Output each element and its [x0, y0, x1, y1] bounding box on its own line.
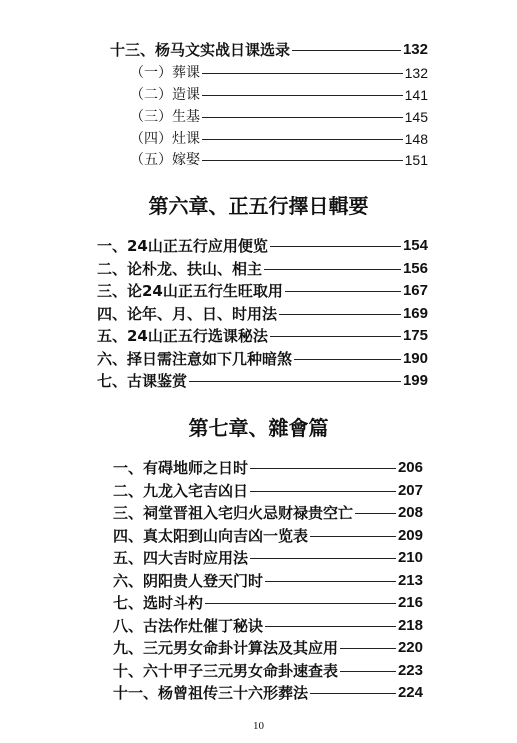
dot-leader: [202, 160, 403, 161]
dot-leader: [202, 117, 403, 118]
toc-entry-page: 199: [402, 372, 428, 389]
dot-leader: [189, 381, 401, 382]
toc-entry: [113, 683, 423, 703]
toc-entry-page: 209: [397, 527, 423, 544]
toc-entry: [97, 236, 428, 256]
chapter-heading: 第七章、雜會篇: [188, 416, 329, 440]
toc-entry-page: 169: [402, 305, 428, 322]
toc-entry-title: 七、古课鉴赏: [97, 372, 188, 390]
toc-entry-title: 六、择日需注意如下几种暗煞: [97, 350, 293, 368]
dot-leader: [250, 558, 396, 559]
toc-entry-page: 156: [402, 260, 428, 277]
toc-entry: [113, 503, 423, 523]
toc-entry-sub: [130, 63, 428, 83]
dot-leader: [202, 95, 403, 96]
toc-entry-page: 218: [397, 617, 423, 634]
dot-leader: [205, 603, 396, 604]
toc-entry-page: 213: [397, 572, 423, 589]
dot-leader: [265, 581, 396, 582]
toc-entry: [113, 571, 423, 591]
dot-leader: [355, 513, 396, 514]
dot-leader: [265, 626, 396, 627]
dot-leader: [279, 314, 401, 315]
dot-leader: [310, 536, 396, 537]
toc-entry-title: （一）葬课: [130, 65, 200, 81]
toc-entry-page: 207: [397, 482, 423, 499]
toc-entry-title: 四、论年、月、日、时用法: [97, 305, 278, 323]
toc-entry-title: 四、真太阳到山向吉凶一览表: [113, 527, 309, 545]
toc-entry-title: 十一、杨曾祖传三十六形葬法: [113, 684, 309, 702]
toc-entry-title: （二）造课: [130, 87, 200, 103]
toc-entry-title: 三、论24山正五行生旺取用: [97, 282, 283, 300]
toc-entry-title: 十、六十甲子三元男女命卦速查表: [113, 662, 339, 680]
toc-entry: [113, 661, 423, 681]
toc-entry-sub: [130, 150, 428, 170]
chapter-heading: 第六章、正五行擇日輯要: [148, 194, 369, 218]
toc-entry-page: 223: [397, 662, 423, 679]
toc-entry: [113, 458, 423, 478]
toc-entry-page: 132: [402, 41, 428, 58]
toc-entry-page: 132: [404, 65, 428, 81]
toc-entry: [113, 481, 423, 501]
toc-entry-page: 206: [397, 459, 423, 476]
toc-entry-page: 208: [397, 504, 423, 521]
toc-entry-title: 一、24山正五行应用便览: [97, 237, 268, 255]
dot-leader: [292, 50, 401, 51]
toc-entry: [97, 259, 428, 279]
dot-leader: [202, 73, 403, 74]
toc-entry-title: （三）生基: [130, 109, 200, 125]
dot-leader: [264, 269, 401, 270]
toc-entry-title: 二、论朴龙、扶山、相主: [97, 260, 263, 278]
toc-entry: [113, 638, 423, 658]
dot-leader: [250, 468, 396, 469]
toc-entry: [97, 281, 428, 301]
toc-entry: [97, 304, 428, 324]
toc-entry-title: 五、24山正五行选课秘法: [97, 327, 268, 345]
toc-entry: [113, 616, 423, 636]
toc-entry: [97, 371, 428, 391]
toc-entry-page: 190: [402, 350, 428, 367]
dot-leader: [340, 671, 396, 672]
dot-leader: [340, 648, 396, 649]
toc-entry: [97, 349, 428, 369]
toc-entry-page: 145: [404, 109, 428, 125]
toc-entry-page: 216: [397, 594, 423, 611]
toc-entry-section13: [110, 40, 428, 60]
toc-entry-page: 167: [402, 282, 428, 299]
dot-leader: [270, 336, 401, 337]
toc-entry-title: 一、有碍地师之日时: [113, 459, 249, 477]
toc-entry-page: 141: [404, 87, 428, 103]
toc-entry-title: 五、四大吉时应用法: [113, 549, 249, 567]
toc-entry-page: 151: [404, 152, 428, 168]
dot-leader: [270, 246, 401, 247]
toc-entry-title: 九、三元男女命卦计算法及其应用: [113, 639, 339, 657]
toc-entry-page: 175: [402, 327, 428, 344]
toc-entry-page: 224: [397, 684, 423, 701]
dot-leader: [294, 359, 401, 360]
dot-leader: [285, 291, 401, 292]
toc-entry-sub: [130, 107, 428, 127]
toc-entry-sub: [130, 85, 428, 105]
dot-leader: [202, 139, 403, 140]
toc-entry-title: （五）嫁娶: [130, 152, 200, 168]
toc-entry: [97, 326, 428, 346]
toc-entry-title: 八、古法作灶催丁秘诀: [113, 617, 264, 635]
toc-entry-title: 二、九龙入宅吉凶日: [113, 482, 249, 500]
toc-entry-title: （四）灶课: [130, 131, 200, 147]
toc-entry: [113, 593, 423, 613]
toc-entry-page: 148: [404, 131, 428, 147]
dot-leader: [250, 491, 396, 492]
toc-entry-title: 三、祠堂晋祖入宅归火忌财禄贵空亡: [113, 504, 354, 522]
toc-entry-title: 十三、杨马文实战日课选录: [110, 41, 291, 59]
toc-entry: [113, 548, 423, 568]
toc-entry-page: 220: [397, 639, 423, 656]
toc-entry: [113, 526, 423, 546]
toc-entry-sub: [130, 129, 428, 149]
page-number: 10: [253, 720, 264, 732]
toc-entry-page: 154: [402, 237, 428, 254]
dot-leader: [310, 693, 396, 694]
toc-entry-title: 七、选时斗杓: [113, 594, 204, 612]
toc-entry-title: 六、阴阳贵人登天门时: [113, 572, 264, 590]
toc-entry-page: 210: [397, 549, 423, 566]
